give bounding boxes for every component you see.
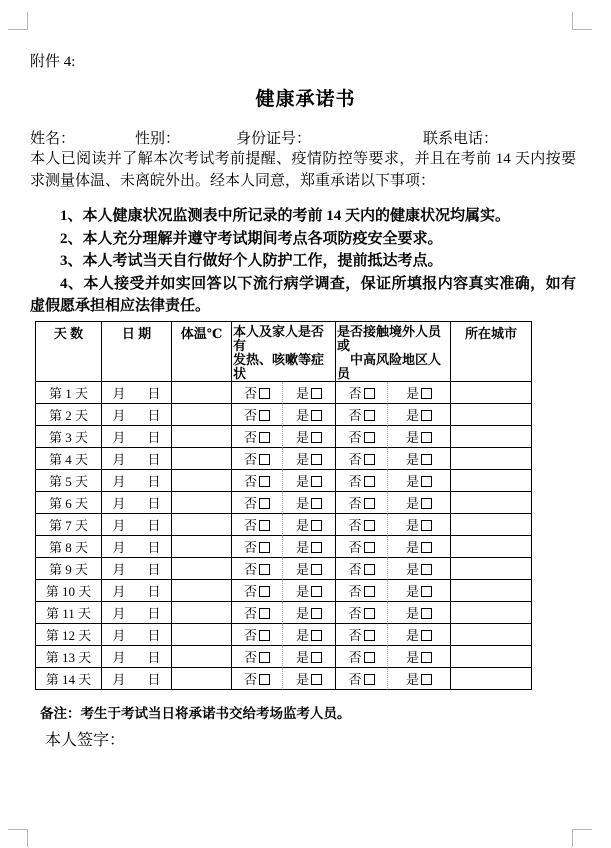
no-label: 否	[348, 518, 362, 533]
day-cell: 第 13 天	[36, 646, 102, 668]
contact-yes-cell[interactable]	[388, 470, 451, 492]
day-cell: 第 8 天	[36, 536, 102, 558]
day-label: 日	[147, 540, 161, 555]
day-label: 日	[147, 672, 161, 687]
day-cell: 第 4 天	[36, 448, 102, 470]
commitment-item-4: 4、本人接受并如实回答以下流行病学调查，保证所填报内容真实准确，如有虚假愿承担相应法律责任。	[30, 275, 576, 314]
no-label: 否	[348, 628, 362, 643]
temperature-cell[interactable]	[172, 470, 232, 492]
no-label: 否	[348, 496, 362, 511]
month-label: 月	[112, 496, 126, 511]
checkbox-icon[interactable]	[364, 476, 375, 487]
symptom-no-cell[interactable]	[232, 492, 283, 514]
city-cell[interactable]	[451, 536, 532, 558]
table-row	[36, 514, 532, 536]
checkbox-icon[interactable]	[421, 388, 432, 399]
checkbox-icon[interactable]	[311, 674, 322, 685]
checkbox-icon[interactable]	[259, 542, 270, 553]
checkbox-icon[interactable]	[421, 410, 432, 421]
page-margin-mark-bottom-right	[572, 829, 592, 847]
symptom-no-cell[interactable]	[232, 536, 283, 558]
yes-label: 是	[296, 518, 310, 533]
month-label: 月	[112, 452, 126, 467]
gender-field-label[interactable]: 性别：	[135, 131, 181, 147]
commitment-item-3: 3、本人考试当天自行做好个人防护工作，提前抵达考点。	[60, 253, 443, 269]
day-cell: 第 10 天	[36, 580, 102, 602]
day-label: 日	[147, 584, 161, 599]
date-cell[interactable]	[102, 536, 172, 558]
contact-yes-cell[interactable]	[388, 580, 451, 602]
temperature-cell[interactable]	[172, 382, 232, 404]
symptom-no-cell[interactable]	[232, 558, 283, 580]
yes-label: 是	[406, 496, 420, 511]
yes-label: 是	[296, 474, 310, 489]
no-label: 否	[243, 496, 257, 511]
checkbox-icon[interactable]	[364, 542, 375, 553]
symptom-yes-cell[interactable]	[283, 492, 336, 514]
table-row	[36, 580, 532, 602]
table-row	[36, 536, 532, 558]
city-cell[interactable]	[451, 514, 532, 536]
symptom-yes-cell[interactable]	[283, 602, 336, 624]
day-label: 日	[147, 452, 161, 467]
checkbox-icon[interactable]	[364, 388, 375, 399]
contact-no-cell[interactable]	[336, 536, 388, 558]
yes-label: 是	[296, 584, 310, 599]
yes-label: 是	[406, 672, 420, 687]
table-row	[36, 470, 532, 492]
name-field-label[interactable]: 姓名：	[30, 131, 76, 147]
checkbox-icon[interactable]	[364, 564, 375, 575]
contact-no-cell[interactable]	[336, 448, 388, 470]
city-cell[interactable]	[451, 580, 532, 602]
city-cell[interactable]	[451, 646, 532, 668]
header-symptoms	[232, 322, 336, 382]
checkbox-icon[interactable]	[259, 410, 270, 421]
checkbox-icon[interactable]	[259, 652, 270, 663]
temperature-cell[interactable]	[172, 558, 232, 580]
yes-label: 是	[406, 584, 420, 599]
yes-label: 是	[296, 650, 310, 665]
city-cell[interactable]	[451, 558, 532, 580]
month-label: 月	[112, 650, 126, 665]
day-cell: 第 12 天	[36, 624, 102, 646]
temperature-cell[interactable]	[172, 646, 232, 668]
no-label: 否	[348, 672, 362, 687]
no-label: 否	[348, 474, 362, 489]
checkbox-icon[interactable]	[421, 564, 432, 575]
contact-yes-cell[interactable]	[388, 514, 451, 536]
no-label: 否	[243, 562, 257, 577]
day-label: 日	[147, 386, 161, 401]
no-label: 否	[348, 562, 362, 577]
header-contact-line2: 中高风险地区人员	[337, 352, 442, 381]
yes-label: 是	[406, 540, 420, 555]
city-cell[interactable]	[451, 448, 532, 470]
checkbox-icon[interactable]	[311, 564, 322, 575]
day-label: 日	[147, 562, 161, 577]
city-cell[interactable]	[451, 492, 532, 514]
page-title: 健康承诺书	[255, 89, 356, 110]
yes-label: 是	[296, 672, 310, 687]
yes-label: 是	[296, 562, 310, 577]
yes-label: 是	[406, 430, 420, 445]
temperature-cell[interactable]	[172, 536, 232, 558]
commitment-item-1: 1、本人健康状况监测表中所记录的考前 14 天内的健康状况均属实。	[60, 208, 511, 224]
day-cell: 第 11 天	[36, 602, 102, 624]
checkbox-icon[interactable]	[259, 674, 270, 685]
checkbox-icon[interactable]	[364, 454, 375, 465]
checkbox-icon[interactable]	[421, 454, 432, 465]
table-row	[36, 492, 532, 514]
month-label: 月	[112, 672, 126, 687]
contact-yes-cell[interactable]	[388, 426, 451, 448]
yes-label: 是	[406, 628, 420, 643]
checkbox-icon[interactable]	[311, 520, 322, 531]
contact-no-cell[interactable]	[336, 646, 388, 668]
contact-yes-cell[interactable]	[388, 624, 451, 646]
day-label: 日	[147, 408, 161, 423]
month-label: 月	[112, 584, 126, 599]
table-row	[36, 624, 532, 646]
table-row	[36, 426, 532, 448]
yes-label: 是	[296, 606, 310, 621]
no-label: 否	[348, 606, 362, 621]
no-label: 否	[243, 430, 257, 445]
symptom-no-cell[interactable]	[232, 602, 283, 624]
date-cell[interactable]	[102, 558, 172, 580]
symptom-no-cell[interactable]	[232, 470, 283, 492]
temperature-cell[interactable]	[172, 602, 232, 624]
header-symptoms-line2: 发热、咳嗽等症状	[233, 352, 325, 381]
symptom-no-cell[interactable]	[232, 382, 283, 404]
day-label: 日	[147, 606, 161, 621]
checkbox-icon[interactable]	[311, 586, 322, 597]
table-row	[36, 602, 532, 624]
city-cell[interactable]	[451, 404, 532, 426]
symptom-no-cell[interactable]	[232, 448, 283, 470]
yes-label: 是	[296, 452, 310, 467]
date-cell[interactable]	[102, 382, 172, 404]
no-label: 否	[243, 474, 257, 489]
date-cell[interactable]	[102, 514, 172, 536]
header-temperature: 体温℃	[172, 322, 232, 382]
symptom-yes-cell[interactable]	[283, 426, 336, 448]
checkbox-icon[interactable]	[259, 432, 270, 443]
symptom-yes-cell[interactable]	[283, 580, 336, 602]
checkbox-icon[interactable]	[259, 476, 270, 487]
checkbox-icon[interactable]	[311, 454, 322, 465]
checkbox-icon[interactable]	[311, 652, 322, 663]
contact-no-cell[interactable]	[336, 470, 388, 492]
header-contact	[336, 322, 451, 382]
no-label: 否	[348, 430, 362, 445]
city-cell[interactable]	[451, 426, 532, 448]
day-cell: 第 14 天	[36, 668, 102, 690]
symptom-yes-cell[interactable]	[283, 558, 336, 580]
temperature-cell[interactable]	[172, 404, 232, 426]
no-label: 否	[243, 650, 257, 665]
checkbox-icon[interactable]	[421, 476, 432, 487]
checkbox-icon[interactable]	[311, 432, 322, 443]
contact-no-cell[interactable]	[336, 558, 388, 580]
date-cell[interactable]	[102, 668, 172, 690]
checkbox-icon[interactable]	[421, 432, 432, 443]
no-label: 否	[243, 386, 257, 401]
checkbox-icon[interactable]	[421, 586, 432, 597]
checkbox-icon[interactable]	[364, 608, 375, 619]
checkbox-icon[interactable]	[259, 454, 270, 465]
city-cell[interactable]	[451, 602, 532, 624]
yes-label: 是	[406, 606, 420, 621]
yes-label: 是	[406, 474, 420, 489]
day-cell: 第 1 天	[36, 382, 102, 404]
symptom-yes-cell[interactable]	[283, 536, 336, 558]
contact-no-cell[interactable]	[336, 602, 388, 624]
checkbox-icon[interactable]	[259, 630, 270, 641]
phone-field-label[interactable]: 联系电话：	[423, 131, 499, 147]
yes-label: 是	[406, 518, 420, 533]
day-cell: 第 3 天	[36, 426, 102, 448]
checkbox-icon[interactable]	[421, 542, 432, 553]
checkbox-icon[interactable]	[421, 520, 432, 531]
contact-yes-cell[interactable]	[388, 404, 451, 426]
date-cell[interactable]	[102, 624, 172, 646]
checkbox-icon[interactable]	[259, 388, 270, 399]
checkbox-icon[interactable]	[259, 520, 270, 531]
yes-label: 是	[406, 562, 420, 577]
date-cell[interactable]	[102, 602, 172, 624]
header-city: 所在城市	[451, 322, 532, 382]
contact-yes-cell[interactable]	[388, 382, 451, 404]
contact-yes-cell[interactable]	[388, 492, 451, 514]
month-label: 月	[112, 430, 126, 445]
contact-yes-cell[interactable]	[388, 448, 451, 470]
date-cell[interactable]	[102, 646, 172, 668]
table-row	[36, 448, 532, 470]
no-label: 否	[243, 518, 257, 533]
symptom-no-cell[interactable]	[232, 624, 283, 646]
month-label: 月	[112, 606, 126, 621]
checkbox-icon[interactable]	[311, 498, 322, 509]
table-row	[36, 646, 532, 668]
symptom-yes-cell[interactable]	[283, 470, 336, 492]
no-label: 否	[348, 452, 362, 467]
table-row	[36, 558, 532, 580]
checkbox-icon[interactable]	[364, 498, 375, 509]
temperature-cell[interactable]	[172, 426, 232, 448]
yes-label: 是	[296, 496, 310, 511]
city-cell[interactable]	[451, 624, 532, 646]
day-label: 日	[147, 518, 161, 533]
commitment-list	[30, 205, 576, 318]
symptom-yes-cell[interactable]	[283, 404, 336, 426]
month-label: 月	[112, 540, 126, 555]
contact-no-cell[interactable]	[336, 580, 388, 602]
date-cell[interactable]	[102, 404, 172, 426]
contact-yes-cell[interactable]	[388, 668, 451, 690]
no-label: 否	[348, 540, 362, 555]
no-label: 否	[243, 606, 257, 621]
checkbox-icon[interactable]	[364, 630, 375, 641]
month-label: 月	[112, 628, 126, 643]
contact-no-cell[interactable]	[336, 624, 388, 646]
header-date: 日 期	[102, 322, 172, 382]
commitment-item-2: 2、本人充分理解并遵守考试期间考点各项防疫安全要求。	[60, 230, 443, 247]
table-row	[36, 404, 532, 426]
symptom-no-cell[interactable]	[232, 404, 283, 426]
yes-label: 是	[406, 650, 420, 665]
date-cell[interactable]	[102, 492, 172, 514]
checkbox-icon[interactable]	[364, 652, 375, 663]
yes-label: 是	[406, 386, 420, 401]
temperature-cell[interactable]	[172, 514, 232, 536]
no-label: 否	[348, 408, 362, 423]
temperature-cell[interactable]	[172, 624, 232, 646]
yes-label: 是	[296, 408, 310, 423]
symptom-no-cell[interactable]	[232, 668, 283, 690]
yes-label: 是	[296, 386, 310, 401]
no-label: 否	[243, 628, 257, 643]
date-cell[interactable]	[102, 426, 172, 448]
day-cell: 第 2 天	[36, 404, 102, 426]
no-label: 否	[243, 672, 257, 687]
city-cell[interactable]	[451, 382, 532, 404]
contact-no-cell[interactable]	[336, 514, 388, 536]
checkbox-icon[interactable]	[259, 498, 270, 509]
checkbox-icon[interactable]	[364, 674, 375, 685]
note-line: 备注：考生于考试当日将承诺书交给考场监考人员。	[40, 706, 351, 721]
contact-no-cell[interactable]	[336, 492, 388, 514]
day-label: 日	[147, 474, 161, 489]
checkbox-icon[interactable]	[259, 564, 270, 575]
checkbox-icon[interactable]	[311, 476, 322, 487]
city-cell[interactable]	[451, 470, 532, 492]
symptom-no-cell[interactable]	[232, 514, 283, 536]
contact-no-cell[interactable]	[336, 382, 388, 404]
health-monitor-table	[35, 321, 532, 690]
symptom-yes-cell[interactable]	[283, 514, 336, 536]
symptom-yes-cell[interactable]	[283, 624, 336, 646]
symptom-yes-cell[interactable]	[283, 646, 336, 668]
yes-label: 是	[406, 408, 420, 423]
id-number-field-label[interactable]: 身份证号：	[236, 131, 312, 147]
monitor-table-body	[36, 382, 532, 690]
temperature-cell[interactable]	[172, 492, 232, 514]
checkbox-icon[interactable]	[364, 586, 375, 597]
city-cell[interactable]	[451, 668, 532, 690]
checkbox-icon[interactable]	[259, 608, 270, 619]
checkbox-icon[interactable]	[311, 630, 322, 641]
month-label: 月	[112, 518, 126, 533]
contact-yes-cell[interactable]	[388, 558, 451, 580]
contact-yes-cell[interactable]	[388, 536, 451, 558]
checkbox-icon[interactable]	[364, 520, 375, 531]
day-cell: 第 9 天	[36, 558, 102, 580]
day-cell: 第 7 天	[36, 514, 102, 536]
contact-no-cell[interactable]	[336, 404, 388, 426]
yes-label: 是	[296, 540, 310, 555]
symptom-no-cell[interactable]	[232, 426, 283, 448]
month-label: 月	[112, 386, 126, 401]
page-margin-mark-top-right	[572, 12, 592, 30]
checkbox-icon[interactable]	[421, 652, 432, 663]
month-label: 月	[112, 408, 126, 423]
checkbox-icon[interactable]	[421, 498, 432, 509]
checkbox-icon[interactable]	[364, 410, 375, 421]
no-label: 否	[243, 540, 257, 555]
page-margin-mark-top-left	[8, 12, 28, 30]
checkbox-icon[interactable]	[421, 608, 432, 619]
temperature-cell[interactable]	[172, 448, 232, 470]
day-label: 日	[147, 628, 161, 643]
no-label: 否	[243, 452, 257, 467]
no-label: 否	[348, 650, 362, 665]
header-contact-line1: 是否接触境外人员或	[337, 324, 442, 353]
contact-yes-cell[interactable]	[388, 646, 451, 668]
day-cell: 第 5 天	[36, 470, 102, 492]
contact-yes-cell[interactable]	[388, 602, 451, 624]
temperature-cell[interactable]	[172, 580, 232, 602]
no-label: 否	[348, 584, 362, 599]
day-label: 日	[147, 650, 161, 665]
intro-paragraph: 本人已阅读并了解本次考试考前提醒、疫情防控等要求，并且在考前 14 天内按要求测量体温、未离皖外出。经本人同意，郑重承诺以下事项：	[30, 151, 576, 189]
table-header-row	[36, 322, 532, 382]
symptom-yes-cell[interactable]	[283, 382, 336, 404]
checkbox-icon[interactable]	[259, 586, 270, 597]
info-line	[30, 127, 581, 147]
signature-label[interactable]: 本人签字：	[45, 732, 126, 749]
contact-no-cell[interactable]	[336, 668, 388, 690]
day-cell: 第 6 天	[36, 492, 102, 514]
date-cell[interactable]	[102, 448, 172, 470]
no-label: 否	[243, 408, 257, 423]
symptom-yes-cell[interactable]	[283, 668, 336, 690]
contact-no-cell[interactable]	[336, 426, 388, 448]
symptom-no-cell[interactable]	[232, 646, 283, 668]
day-label: 日	[147, 430, 161, 445]
checkbox-icon[interactable]	[311, 542, 322, 553]
checkbox-icon[interactable]	[364, 432, 375, 443]
day-label: 日	[147, 496, 161, 511]
checkbox-icon[interactable]	[421, 674, 432, 685]
checkbox-icon[interactable]	[311, 388, 322, 399]
yes-label: 是	[296, 628, 310, 643]
symptom-yes-cell[interactable]	[283, 448, 336, 470]
symptom-no-cell[interactable]	[232, 580, 283, 602]
yes-label: 是	[296, 430, 310, 445]
month-label: 月	[112, 474, 126, 489]
header-day: 天 数	[36, 322, 102, 382]
attachment-label: 附件 4:	[30, 54, 76, 70]
page-margin-mark-bottom-left	[8, 829, 28, 847]
table-row	[36, 668, 532, 690]
date-cell[interactable]	[102, 470, 172, 492]
month-label: 月	[112, 562, 126, 577]
no-label: 否	[243, 584, 257, 599]
checkbox-icon[interactable]	[311, 608, 322, 619]
no-label: 否	[348, 386, 362, 401]
yes-label: 是	[406, 452, 420, 467]
header-symptoms-line1: 本人及家人是否有	[233, 324, 325, 353]
checkbox-icon[interactable]	[421, 630, 432, 641]
date-cell[interactable]	[102, 580, 172, 602]
checkbox-icon[interactable]	[311, 410, 322, 421]
table-row	[36, 382, 532, 404]
temperature-cell[interactable]	[172, 668, 232, 690]
